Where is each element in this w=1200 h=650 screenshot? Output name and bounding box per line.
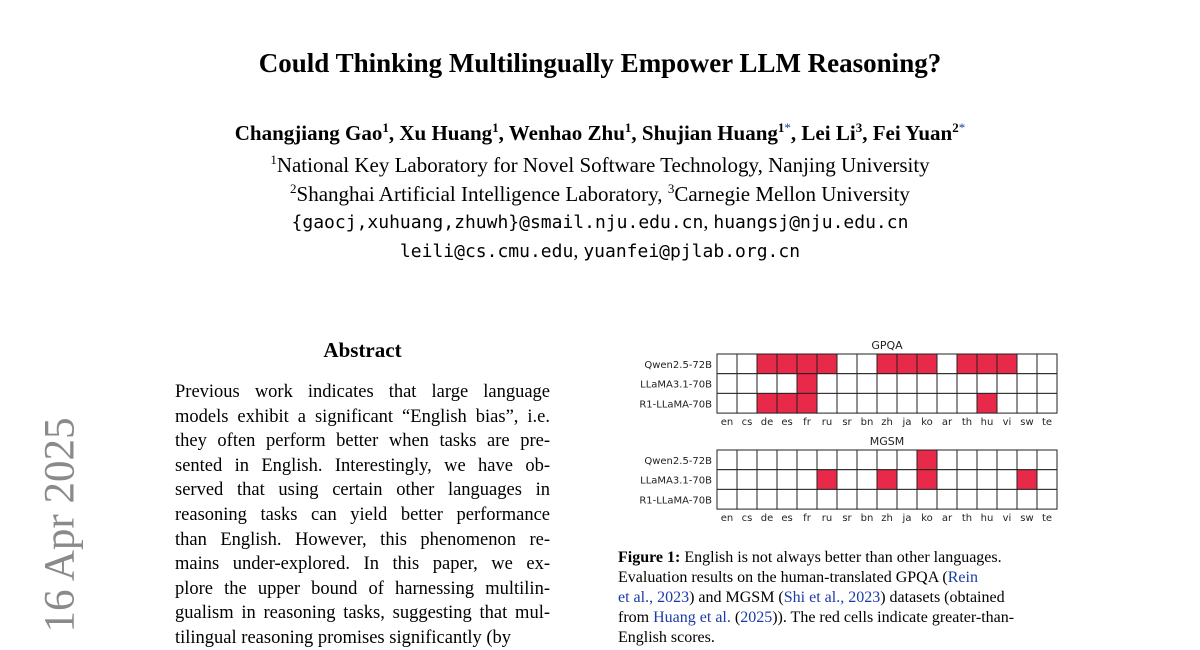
heatmap-cell-R1-LLaMA-70B-ar (937, 393, 957, 413)
heatmap-row-label: LLaMA3.1-70B (640, 475, 712, 487)
heatmap-col-label: te (1041, 417, 1053, 429)
abstract-line: models exhibit a significant “English bias”, i.e. (175, 406, 550, 427)
heatmap-col-label: vi (1002, 417, 1012, 429)
heatmap-cell-Qwen2.5-72B-zh (877, 354, 897, 374)
heatmap-row-label: R1-LLaMA-70B (639, 495, 712, 507)
abstract-line: served that using certain other languages in (175, 480, 550, 501)
author-list: Changjiang Gao$^1$, Xu Huang$^1$, Wenhao Zhu$^1$, Shujian Huang$^{1*}$, Lei Li$^3$, Fei Yuan$^{2*}$ (234, 120, 966, 145)
heatmap-cell-LLaMA3.1-70B-bn (857, 374, 877, 394)
heatmap-col-label: en (720, 417, 734, 429)
caption-text: )). The red cells indicate greater-than- (772, 609, 1015, 626)
figure-heatmaps (618, 336, 1063, 531)
heatmap-col-label: sw (1020, 417, 1034, 429)
heatmap-cell-R1-LLaMA-70B-sw (1017, 393, 1037, 413)
heatmap-row-label: R1-LLaMA-70B (639, 399, 712, 411)
citation-link-rein[interactable]: Rein (947, 569, 978, 586)
heatmap-cell-LLaMA3.1-70B-fr (797, 374, 817, 394)
heatmap-cell-Qwen2.5-72B-fr (797, 354, 817, 374)
abstract-line: mains under-explored. In this paper, we ex- (175, 554, 550, 575)
email-line-2 (0, 240, 1200, 263)
author-affiliation-marker: 1 (777, 120, 785, 135)
heatmap-cell-Qwen2.5-72B-th (957, 354, 977, 374)
heatmap-cell-LLaMA3.1-70B-cs (737, 374, 757, 394)
heatmap-col-label: vi (1002, 513, 1012, 525)
heatmap-cell-Qwen2.5-72B-es (777, 354, 797, 374)
heatmap-title: GPQA (871, 339, 903, 352)
heatmap-cell-R1-LLaMA-70B-te (1037, 393, 1057, 413)
author-name: Wenhao Zhu (508, 121, 625, 145)
heatmap-col-label: zh (881, 513, 893, 525)
heatmap-col-label: hu (980, 513, 994, 525)
heatmap-cell-Qwen2.5-72B-cs (737, 354, 757, 374)
heatmap-col-label: de (760, 513, 774, 525)
author-affiliation-marker: 1 (382, 120, 389, 135)
heatmap-cell-Qwen2.5-72B-sw (1017, 450, 1037, 470)
caption-text: ( (730, 609, 741, 626)
heatmap-cell-LLaMA3.1-70B-ar (937, 470, 957, 490)
heatmap-col-label: sw (1020, 513, 1034, 525)
affiliation-text: National Key Laboratory for Novel Software Technology, Nanjing University (276, 153, 930, 177)
affiliation-line-2 (0, 181, 1200, 207)
heatmap-cell-Qwen2.5-72B-bn (857, 450, 877, 470)
heatmap-cell-Qwen2.5-72B-zh (877, 450, 897, 470)
email-address: {gaocj,xuhuang,zhuwh}@smail.nju.edu.cn (291, 212, 704, 233)
heatmap-cell-Qwen2.5-72B-de (757, 354, 777, 374)
heatmap-cell-LLaMA3.1-70B-es (777, 470, 797, 490)
heatmap-col-label: bn (860, 417, 874, 429)
heatmap-cell-LLaMA3.1-70B-ru (817, 470, 837, 490)
heatmap-cell-R1-LLaMA-70B-fr (797, 393, 817, 413)
heatmap-cell-R1-LLaMA-70B-ja (897, 393, 917, 413)
heatmap-cell-Qwen2.5-72B-ar (937, 354, 957, 374)
heatmap-cell-LLaMA3.1-70B-te (1037, 470, 1057, 490)
heatmap-row-label: LLaMA3.1-70B (640, 379, 712, 391)
heatmap-col-label: ru (821, 417, 833, 429)
author-name: Lei Li (801, 121, 856, 145)
heatmap-col-label: cs (741, 417, 753, 429)
heatmap-col-label: fr (803, 513, 811, 525)
heatmap-cell-LLaMA3.1-70B-ja (897, 470, 917, 490)
heatmap-cell-Qwen2.5-72B-ru (817, 354, 837, 374)
heatmap-cell-LLaMA3.1-70B-sw (1017, 374, 1037, 394)
author-affiliation-marker: 3 (855, 120, 863, 135)
caption-text: English is not always better than other languages. (680, 549, 1002, 566)
abstract-line: sented in English. Interestingly, we have ob- (175, 455, 550, 476)
author-name: Xu Huang (399, 121, 493, 145)
heatmap-row-label: Qwen2.5-72B (644, 455, 712, 467)
heatmap-title: MGSM (869, 435, 905, 448)
heatmap-col-label: te (1041, 513, 1053, 525)
heatmap-col-label: ko (921, 417, 933, 429)
heatmap-cell-R1-LLaMA-70B-th (957, 393, 977, 413)
abstract-heading: Abstract (323, 338, 402, 362)
affiliation-marker: 2 (290, 181, 297, 196)
heatmap-cell-Qwen2.5-72B-cs (737, 450, 757, 470)
author-affiliation-marker: 1 (492, 120, 499, 135)
email-address: huangsj@nju.edu.cn (713, 212, 909, 233)
heatmap-cell-Qwen2.5-72B-ar (937, 450, 957, 470)
citation-link-huang[interactable]: Huang et al. (653, 609, 731, 626)
heatmap-cell-LLaMA3.1-70B-sr (837, 470, 857, 490)
heatmap-cell-LLaMA3.1-70B-ru (817, 374, 837, 394)
heatmap-cell-R1-LLaMA-70B-fr (797, 489, 817, 509)
heatmap-cell-R1-LLaMA-70B-zh (877, 393, 897, 413)
heatmap-row-label: Qwen2.5-72B (644, 359, 712, 371)
figure-label: Figure 1: (618, 549, 681, 566)
heatmap-cell-LLaMA3.1-70B-en (717, 470, 737, 490)
heatmap-cell-LLaMA3.1-70B-th (957, 374, 977, 394)
heatmap-cell-R1-LLaMA-70B-bn (857, 393, 877, 413)
heatmap-cell-R1-LLaMA-70B-hu (977, 393, 997, 413)
affiliation-text: Carnegie Mellon University (674, 182, 910, 206)
heatmap-cell-LLaMA3.1-70B-en (717, 374, 737, 394)
heatmap-cell-Qwen2.5-72B-en (717, 354, 737, 374)
abstract-line: gualism in reasoning tasks, suggesting that mul- (175, 603, 550, 624)
heatmap-cell-Qwen2.5-72B-vi (997, 450, 1017, 470)
heatmap-col-label: es (781, 417, 793, 429)
caption-line-1 (618, 549, 1063, 567)
heatmap-cell-LLaMA3.1-70B-ja (897, 374, 917, 394)
heatmap-cell-R1-LLaMA-70B-te (1037, 489, 1057, 509)
heatmap-cell-R1-LLaMA-70B-hu (977, 489, 997, 509)
heatmap-cell-R1-LLaMA-70B-ko (917, 489, 937, 509)
heatmap-cell-Qwen2.5-72B-fr (797, 450, 817, 470)
heatmap-cell-R1-LLaMA-70B-vi (997, 393, 1017, 413)
heatmap-cell-R1-LLaMA-70B-de (757, 393, 777, 413)
heatmap-cell-Qwen2.5-72B-ja (897, 450, 917, 470)
heatmap-cell-Qwen2.5-72B-ru (817, 450, 837, 470)
heatmap-cell-LLaMA3.1-70B-zh (877, 374, 897, 394)
heatmap-cell-R1-LLaMA-70B-th (957, 489, 977, 509)
heatmap-cell-LLaMA3.1-70B-vi (997, 374, 1017, 394)
heatmap-cell-Qwen2.5-72B-te (1037, 354, 1057, 374)
author-affiliation-marker: 1 (624, 120, 632, 135)
author-name: Fei Yuan (872, 121, 953, 145)
heatmap-cell-Qwen2.5-72B-en (717, 450, 737, 470)
citation-link-huang-year[interactable]: 2025 (740, 609, 773, 626)
heatmap-cell-Qwen2.5-72B-sr (837, 354, 857, 374)
citation-link-rein-year[interactable]: et al., 2023 (618, 589, 690, 606)
heatmap-cell-R1-LLaMA-70B-sr (837, 489, 857, 509)
heatmap-col-label: cs (741, 513, 753, 525)
heatmap-cell-Qwen2.5-72B-sr (837, 450, 857, 470)
heatmap-cell-R1-LLaMA-70B-vi (997, 489, 1017, 509)
corresponding-author-marker: * (784, 120, 791, 135)
heatmap-cell-R1-LLaMA-70B-ru (817, 393, 837, 413)
heatmap-col-label: ar (941, 513, 953, 525)
heatmap-col-label: ja (902, 417, 912, 429)
heatmap-col-label: fr (803, 417, 811, 429)
email-address: yuanfei@pjlab.org.cn (583, 241, 801, 262)
caption-line-4 (618, 609, 1063, 627)
heatmap-col-label: zh (881, 417, 893, 429)
abstract-line: Previous work indicates that large language (175, 382, 550, 402)
heatmap-cell-Qwen2.5-72B-sw (1017, 354, 1037, 374)
heatmap-cell-R1-LLaMA-70B-cs (737, 393, 757, 413)
heatmap-cell-R1-LLaMA-70B-sr (837, 393, 857, 413)
heatmap-col-label: th (961, 417, 973, 429)
heatmap-col-label: ru (821, 513, 833, 525)
author-name: Changjiang Gao (234, 121, 383, 145)
caption-line-2 (618, 569, 1063, 587)
heatmap-cell-R1-LLaMA-70B-ko (917, 393, 937, 413)
abstract-line: plore the upper bound of harnessing multilin- (175, 578, 550, 599)
heatmap-cell-R1-LLaMA-70B-cs (737, 489, 757, 509)
heatmap-col-label: th (961, 513, 973, 525)
heatmap-cell-LLaMA3.1-70B-ko (917, 470, 937, 490)
heatmap-cell-LLaMA3.1-70B-vi (997, 470, 1017, 490)
heatmap-cell-LLaMA3.1-70B-de (757, 374, 777, 394)
author-name: Shujian Huang (641, 121, 778, 145)
caption-text: ) and MGSM ( (689, 589, 784, 606)
heatmap-cell-LLaMA3.1-70B-de (757, 470, 777, 490)
citation-link-shi[interactable]: Shi et al., 2023 (783, 589, 881, 606)
heatmap-cell-Qwen2.5-72B-ko (917, 354, 937, 374)
heatmap-cell-Qwen2.5-72B-ja (897, 354, 917, 374)
heatmap-cell-Qwen2.5-72B-vi (997, 354, 1017, 374)
heatmap-cell-LLaMA3.1-70B-sr (837, 374, 857, 394)
caption-line-3 (618, 589, 1063, 607)
affiliation-marker: 1 (270, 152, 277, 167)
heatmap-cell-LLaMA3.1-70B-sw (1017, 470, 1037, 490)
heatmap-col-label: ar (941, 417, 953, 429)
heatmap-cell-LLaMA3.1-70B-hu (977, 470, 997, 490)
heatmap-cell-R1-LLaMA-70B-de (757, 489, 777, 509)
heatmap-col-label: ja (902, 513, 912, 525)
email-address: leili@cs.cmu.edu (399, 241, 574, 262)
heatmap-col-label: en (720, 513, 734, 525)
heatmap-col-label: ko (921, 513, 933, 525)
heatmap-cell-R1-LLaMA-70B-en (717, 489, 737, 509)
heatmap-cell-R1-LLaMA-70B-es (777, 489, 797, 509)
heatmap-cell-Qwen2.5-72B-th (957, 450, 977, 470)
caption-text: from (618, 609, 654, 626)
heatmap-cell-LLaMA3.1-70B-ar (937, 374, 957, 394)
heatmap-col-label: de (760, 417, 774, 429)
heatmap-col-label: es (781, 513, 793, 525)
heatmap-cell-Qwen2.5-72B-de (757, 450, 777, 470)
heatmap-cell-LLaMA3.1-70B-zh (877, 470, 897, 490)
caption-text: English scores. (618, 629, 715, 646)
heatmap-cell-R1-LLaMA-70B-ar (937, 489, 957, 509)
corresponding-author-marker: * (958, 120, 966, 135)
caption-text: ) datasets (obtained (880, 589, 1005, 606)
heatmap-cell-Qwen2.5-72B-te (1037, 450, 1057, 470)
arxiv-stamp-text: 16 Apr 2025 (36, 417, 84, 633)
heatmap-cell-LLaMA3.1-70B-th (957, 470, 977, 490)
abstract-line: than English. However, this phenomenon re- (175, 529, 550, 550)
heatmap-cell-Qwen2.5-72B-hu (977, 450, 997, 470)
heatmap-cell-LLaMA3.1-70B-es (777, 374, 797, 394)
heatmap-cell-LLaMA3.1-70B-ko (917, 374, 937, 394)
abstract-line: reasoning tasks can yield better performance (175, 505, 550, 525)
heatmap-col-label: sr (842, 417, 852, 429)
affiliation-marker: 3 (667, 181, 675, 196)
heatmap-cell-R1-LLaMA-70B-bn (857, 489, 877, 509)
heatmap-cell-LLaMA3.1-70B-cs (737, 470, 757, 490)
heatmap-cell-Qwen2.5-72B-es (777, 450, 797, 470)
heatmap-col-label: hu (980, 417, 994, 429)
email-line-1 (0, 211, 1200, 234)
heatmap-cell-LLaMA3.1-70B-te (1037, 374, 1057, 394)
abstract-line: they often perform better when tasks are pre- (175, 431, 550, 452)
heatmap-cell-R1-LLaMA-70B-ru (817, 489, 837, 509)
email-separator: , (573, 240, 584, 262)
heatmap-cell-Qwen2.5-72B-hu (977, 354, 997, 374)
abstract-line: tilingual reasoning promises significantly (by (175, 628, 512, 648)
paper-title: Could Thinking Multilingually Empower LLM Reasoning? (258, 48, 942, 78)
heatmap-cell-Qwen2.5-72B-ko (917, 450, 937, 470)
heatmap-cell-R1-LLaMA-70B-es (777, 393, 797, 413)
heatmap-cell-R1-LLaMA-70B-sw (1017, 489, 1037, 509)
heatmap-cell-R1-LLaMA-70B-zh (877, 489, 897, 509)
affiliation-text: Shanghai Artificial Intelligence Laboratory, (296, 182, 668, 206)
email-separator: , (703, 211, 714, 233)
affiliation-line-1 (0, 152, 1200, 178)
heatmap-cell-R1-LLaMA-70B-en (717, 393, 737, 413)
heatmap-col-label: sr (842, 513, 852, 525)
heatmap-cell-R1-LLaMA-70B-ja (897, 489, 917, 509)
heatmap-col-label: bn (860, 513, 874, 525)
author-affiliation-marker: 2 (952, 120, 959, 135)
arxiv-stamp (30, 417, 90, 633)
heatmap-cell-Qwen2.5-72B-bn (857, 354, 877, 374)
caption-line-5 (618, 629, 1063, 647)
caption-text: Evaluation results on the human-translated GPQA ( (618, 569, 948, 586)
heatmap-cell-LLaMA3.1-70B-fr (797, 470, 817, 490)
heatmap-cell-LLaMA3.1-70B-bn (857, 470, 877, 490)
heatmap-cell-LLaMA3.1-70B-hu (977, 374, 997, 394)
